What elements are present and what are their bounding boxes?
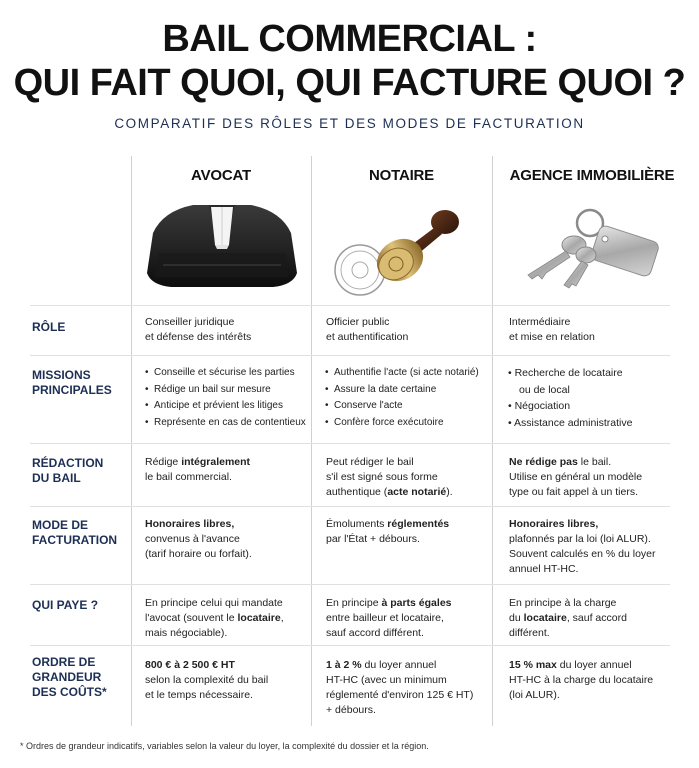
list-item: • Rédige un bail sur mesure: [145, 382, 306, 399]
list-item: • Conserve l'acte: [325, 398, 479, 415]
cell-role-avocat: Conseiller juridique et défense des intérêts: [145, 316, 252, 343]
lawyer-robe-icon: [143, 193, 301, 293]
list-item: • Conseille et sécurise les parties: [145, 365, 306, 382]
cell-redaction-agence: Ne rédige pas le bail. Utilise en général un modèle type ou fait appel à un tiers.: [509, 456, 643, 498]
cell-couts-notaire: 1 à 2 % du loyer annuel HT-HC (avec un minimum réglementé d'environ 125 € HT) + débours.: [326, 659, 474, 716]
list-item: • Anticipe et prévient les litiges: [145, 398, 306, 415]
page-title-line-2: QUI FAIT QUOI, QUI FACTURE QUOI ?: [13, 62, 686, 104]
list-item: • Confère force exécutoire: [325, 415, 479, 432]
row-divider: [30, 443, 670, 444]
row-label-paye: QUI PAYE ?: [32, 598, 99, 612]
cell-missions-notaire: [325, 365, 479, 431]
cell-facturation-avocat: Honoraires libres, convenus à l'avance (tarif horaire ou forfait).: [145, 518, 252, 560]
row-label-role: RÔLE: [32, 320, 66, 334]
row-divider: [30, 355, 670, 356]
footnote: * Ordres de grandeur indicatifs, variables selon la valeur du loyer, la complexité du dossier et la région.: [20, 741, 429, 751]
cell-paye-notaire: En principe à parts égales entre bailleur et locataire, sauf accord différent.: [326, 597, 452, 639]
cell-role-agence: Intermédiaire et mise en relation: [509, 316, 595, 343]
cell-couts-agence: 15 % max du loyer annuel HT-HC à la charge du locataire (loi ALUR).: [509, 659, 654, 701]
column-divider: [131, 156, 132, 726]
cell-paye-avocat: En principe celui qui mandate l'avocat (souvent le locataire, mais négociable).: [145, 597, 284, 639]
list-item: • Assure la date certaine: [325, 382, 479, 399]
row-label-facturation: MODE DE FACTURATION: [32, 518, 118, 547]
cell-role-notaire: Officier public et authentification: [326, 316, 409, 343]
keys-icon: [512, 205, 667, 290]
cell-paye-agence: En principe à la charge du locataire, sauf accord différent.: [509, 597, 627, 639]
cell-couts-avocat: 800 € à 2 500 € HT selon la complexité du bail et le temps nécessaire.: [145, 659, 269, 701]
row-label-redaction: RÉDACTION DU BAIL: [32, 456, 104, 485]
list-item: • Assistance administrative: [508, 416, 633, 429]
cell-facturation-agence: Honoraires libres, plafonnés par la loi (loi ALUR). Souvent calculés en % du loyer annuel HT-HC.: [509, 518, 656, 575]
list-item: • Représente en cas de contentieux: [145, 415, 306, 432]
cell-redaction-avocat: Rédige intégralement le bail commercial.: [145, 456, 251, 483]
cell-facturation-notaire: Émoluments réglementés par l'État + débours.: [326, 518, 450, 545]
cell-missions-agence: • Recherche de locataire ou de local • Négociation • Assistance administrative: [508, 365, 632, 431]
list-item: • Authentifie l'acte (si acte notarié): [325, 365, 479, 382]
page-subtitle: COMPARATIF DES RÔLES ET DES MODES DE FACTURATION: [114, 116, 585, 131]
column-header-notaire: NOTAIRE: [369, 167, 434, 184]
row-divider: [30, 305, 670, 306]
column-header-agence: AGENCE IMMOBILIÈRE: [509, 167, 675, 184]
row-divider: [30, 584, 670, 585]
column-divider: [492, 156, 493, 726]
row-label-couts: ORDRE DE GRANDEUR DES COÛTS*: [32, 655, 107, 699]
column-divider: [311, 156, 312, 726]
cell-redaction-notaire: Peut rédiger le bail s'il est signé sous forme authentique (acte notarié).: [326, 456, 453, 498]
column-header-avocat: AVOCAT: [191, 167, 251, 184]
notary-seal-stamp-icon: [330, 200, 480, 300]
row-divider: [30, 506, 670, 507]
row-label-missions: MISSIONS PRINCIPALES: [32, 368, 112, 397]
cell-missions-avocat: [145, 365, 306, 431]
list-item: • Recherche de locataire: [508, 367, 623, 379]
row-divider: [30, 645, 670, 646]
page-title-line-1: BAIL COMMERCIAL :: [162, 18, 537, 60]
list-item: • Négociation: [508, 400, 571, 412]
